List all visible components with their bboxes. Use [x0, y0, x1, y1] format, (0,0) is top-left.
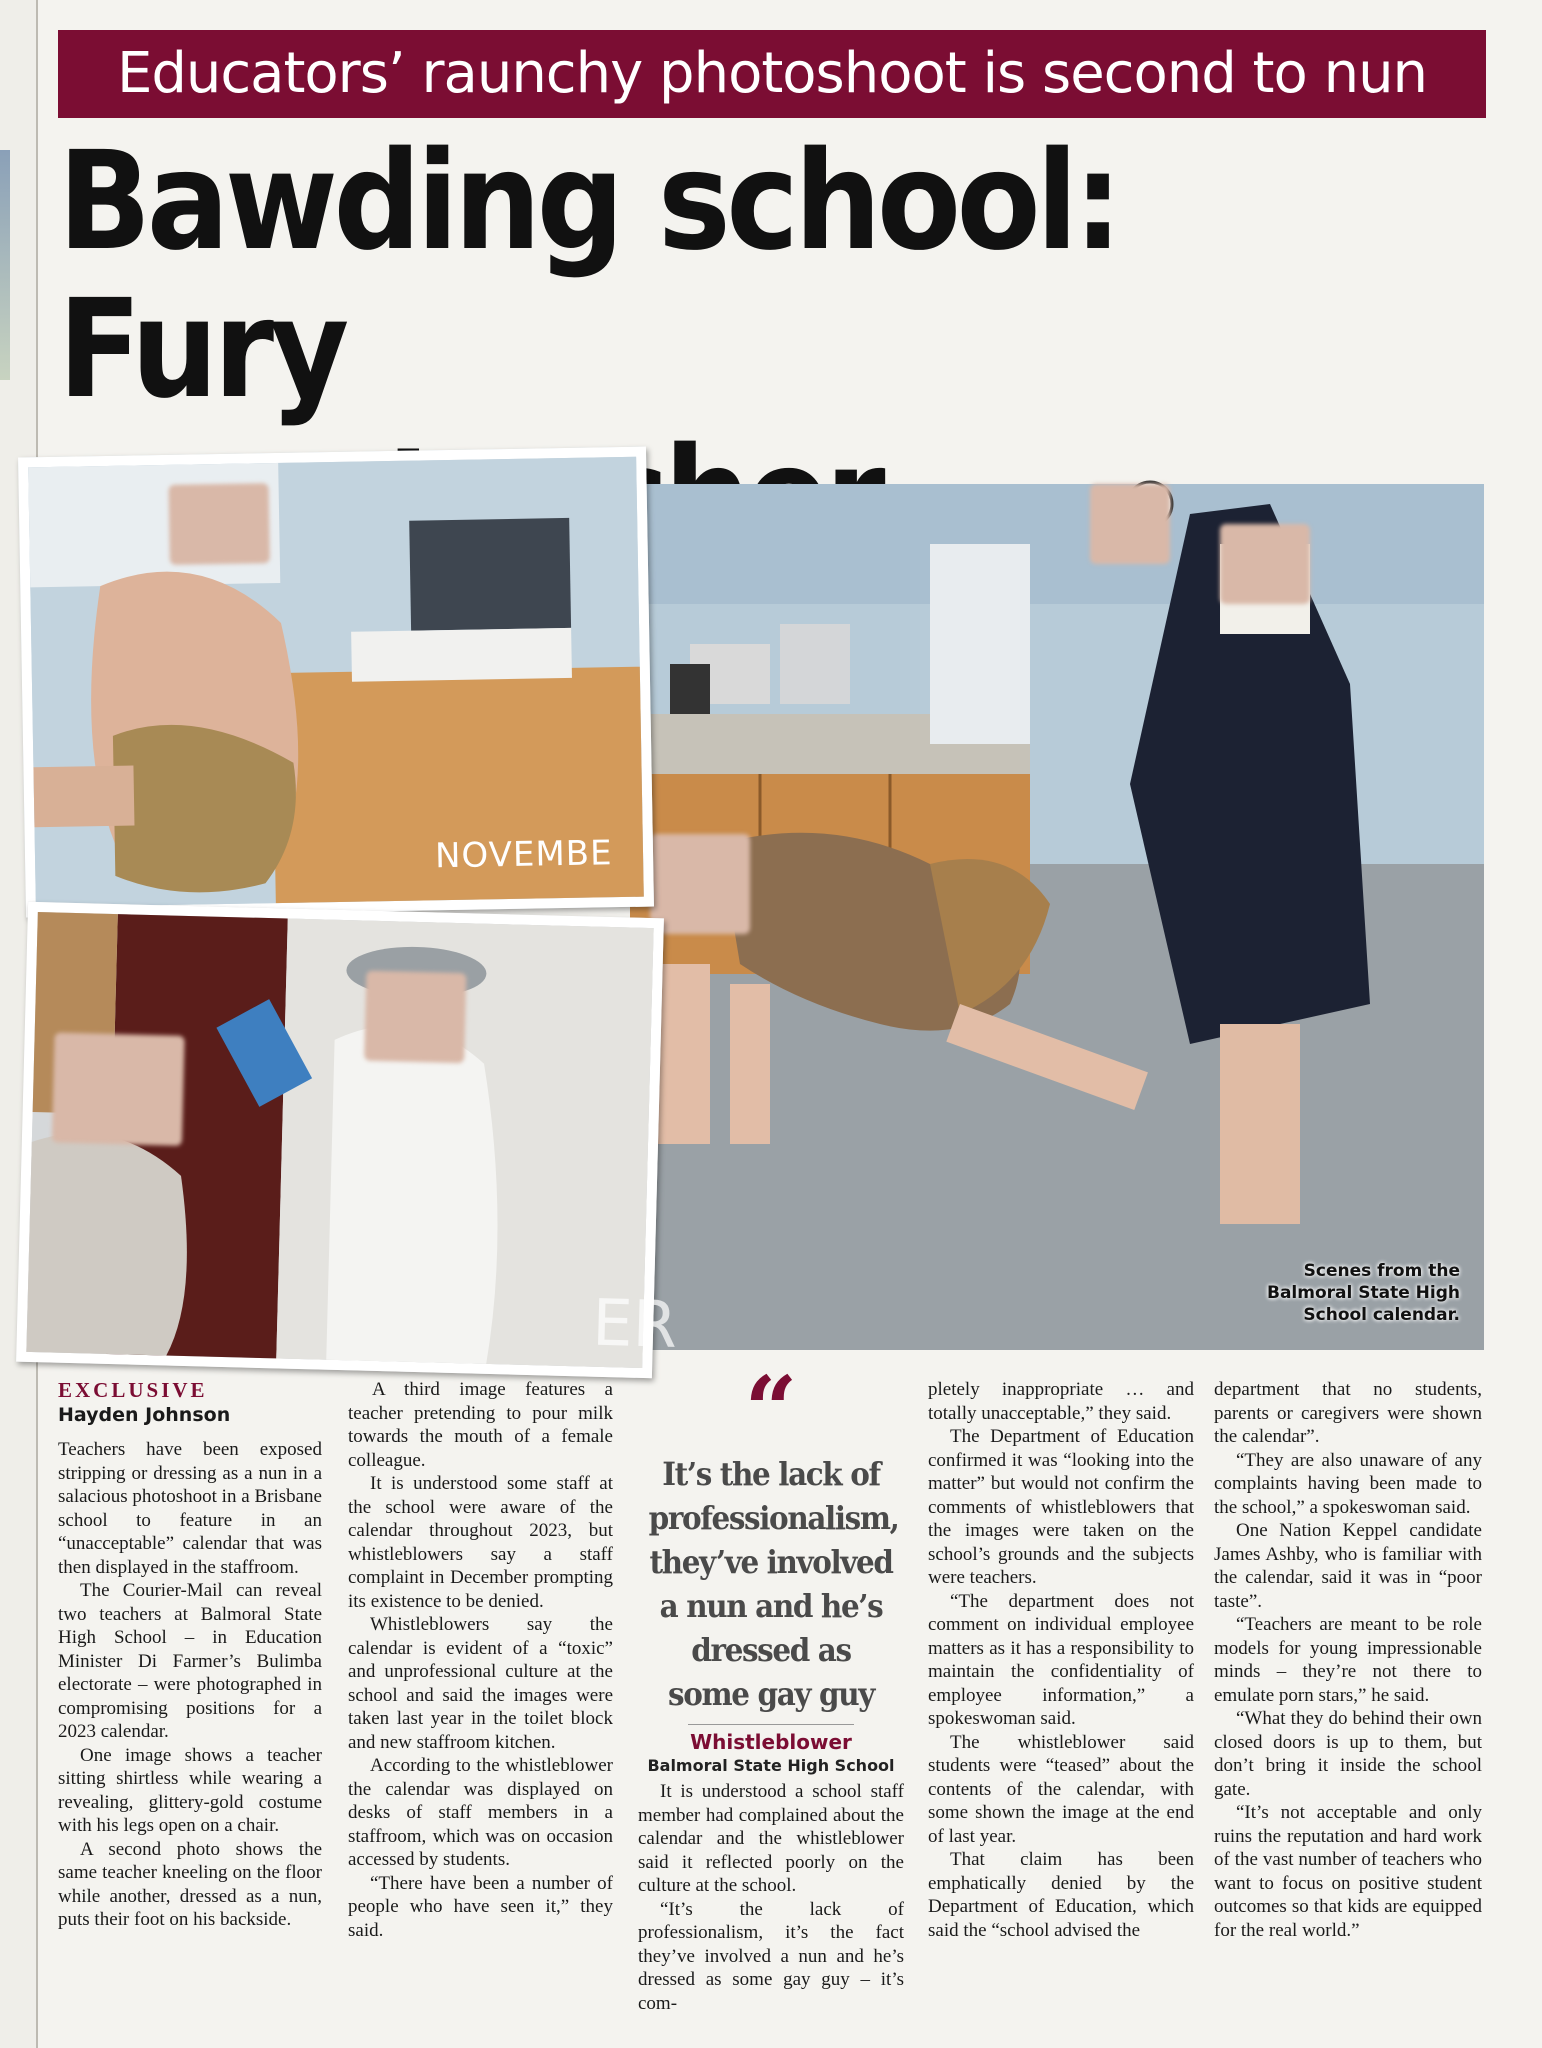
face-blur [1090, 484, 1170, 564]
kicker-banner: Educators’ raunchy photoshoot is second to nun [58, 30, 1486, 118]
pull-quote-attribution-name: Whistleblower [690, 1730, 852, 1754]
photo-caption: Scenes from the Balmoral State High School calendar. [1267, 1261, 1460, 1325]
article-column-4 [928, 1378, 1194, 1942]
paragraph: The Courier-Mail can reveal two teachers at Balmoral State High School – in Education Minister Di Farmer’s Bulimba electorate – were photographed in compromising positions for a 2023 calendar. [58, 1580, 322, 1742]
paragraph: One image shows a teacher sitting shirtless while wearing a revealing, glittery-gold costume with his legs open on a chair. [58, 1744, 322, 1836]
paragraph: department that no students, parents or caregivers were shown the calendar”. [1214, 1379, 1482, 1447]
paragraph: pletely inappropriate … and totally unacceptable,” they said. [928, 1379, 1194, 1424]
calendar-month-label: NOVEMBE [434, 833, 613, 877]
paragraph: “They are also unaware of any complaints having been made to the school,” a spokeswoman said. [1214, 1449, 1482, 1518]
pull-quote [638, 1356, 904, 1775]
inset-photo-milk [16, 902, 679, 1378]
paragraph: “There have been a number of people who have seen it,” they said. [348, 1872, 613, 1941]
face-blur [650, 834, 750, 934]
main-photo [630, 484, 1484, 1350]
article-column-3 [638, 1780, 904, 2015]
article-column-2 [348, 1378, 613, 1942]
paragraph: According to the whistleblower the calendar was displayed on desks of staff members in a staffroom, which was on occasion accessed by students. [348, 1755, 613, 1870]
article-column-5 [1214, 1378, 1482, 1942]
paragraph: It is understood some staff at the school were aware of the calendar throughout 2023, but whistleblowers say a staff complaint in December prompting its existence to be denied. [348, 1473, 613, 1612]
paragraph: “It’s the lack of professionalism, it’s the fact they’ve involved a nun and he’s dressed as some gay guy – it’s com- [638, 1898, 904, 2014]
main-photo-illustration [630, 484, 1484, 1350]
inset-photo-november [18, 447, 654, 918]
pull-quote-text: It’s the lack of professionalism, they’ve involved a nun and he’s dressed as some gay guy [648, 1455, 899, 1713]
paragraph: That claim has been emphatically denied by the Department of Education, which said the “school advised the [928, 1849, 1194, 1941]
quote-mark-icon: “ [744, 1356, 798, 1464]
face-blur [1220, 524, 1310, 604]
paragraph: A second photo shows the same teacher kneeling on the floor while another, dressed as a nun, puts their foot on his backside. [58, 1838, 322, 1930]
pull-quote-attribution-role: Balmoral State High School [647, 1756, 895, 1775]
adjacent-page-image [0, 150, 10, 380]
article-column-1 [58, 1378, 322, 1932]
paragraph: It is understood a school staff member had complained about the calendar and the whistleblower said it reflected poorly on the culture at the school. [638, 1781, 904, 1896]
paragraph: Whistleblowers say the calendar is evident of a “toxic” and unprofessional culture at the school and said the images were taken last year in the toilet block and new staffroom kitchen. [348, 1614, 613, 1753]
headline-line-1: Bawding school: Fury [58, 123, 1119, 429]
author-byline: Hayden Johnson [58, 1404, 231, 1426]
paragraph: The whistleblower said students were “teased” about the contents of the calendar, with some shown the image at the end of last year. [928, 1731, 1194, 1847]
paragraph: One Nation Keppel candidate James Ashby, who is familiar with the calendar, said it was in “poor taste”. [1214, 1520, 1482, 1612]
face-blur [364, 971, 466, 1064]
photo-watermark: ER [591, 1286, 679, 1363]
paragraph: “It’s not acceptable and only ruins the reputation and hard work of the vast number of teachers who want to focus on positive student outcomes so that kids are equipped for the real world.” [1214, 1802, 1482, 1941]
paragraph: “The department does not comment on individual employee matters as it has a responsibility to maintain the confidentiality of employee information,” a spokeswoman said. [928, 1590, 1194, 1729]
pull-quote-divider [688, 1724, 854, 1725]
paragraph: “What they do behind their own closed doors is up to them, but don’t bring it inside the school gate. [1214, 1708, 1482, 1800]
paragraph: Teachers have been exposed stripping or dressing as a nun in a salacious photoshoot in a Brisbane school to feature in an “unacceptable” calendar that was then displayed in the staffroom. [58, 1439, 322, 1578]
face-blur [169, 483, 270, 565]
paragraph: “Teachers are meant to be role models for young impressionable minds – they’re not there to emulate porn stars,” he said. [1214, 1614, 1482, 1706]
exclusive-label: EXCLUSIVE [58, 1378, 208, 1402]
face-blur [52, 1032, 185, 1145]
paragraph: A third image features a teacher pretending to pour milk towards the mouth of a female colleague. [348, 1379, 613, 1471]
paragraph: The Department of Education confirmed it was “looking into the matter” but would not confirm the comments of whistleblowers that the images were taken on the school’s grounds and the subjects were teachers. [928, 1426, 1194, 1588]
